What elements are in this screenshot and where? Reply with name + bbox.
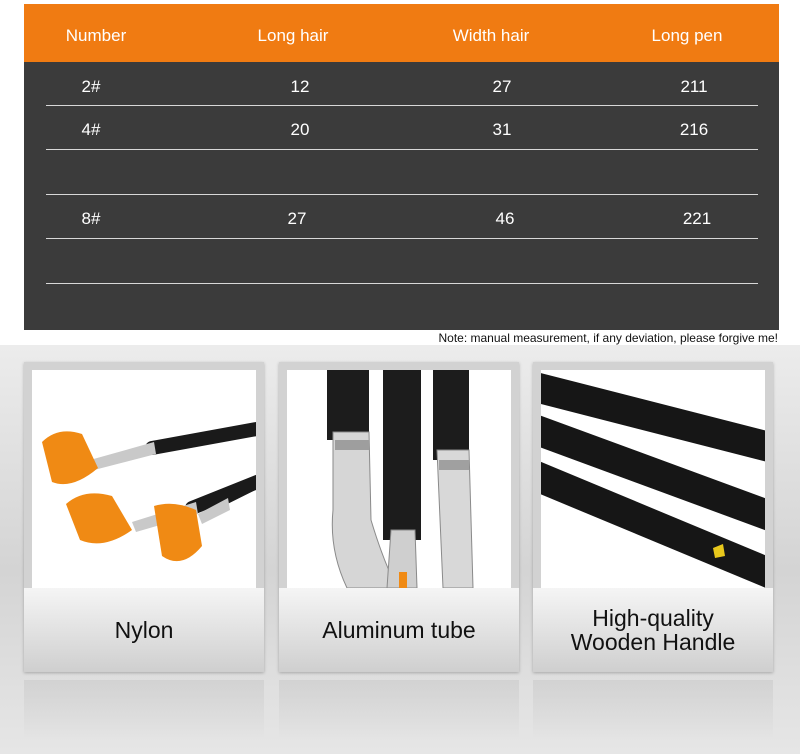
cell-number: 8#: [81, 209, 101, 228]
reflection: [279, 680, 519, 740]
caption-line: High-quality: [592, 605, 714, 631]
header-long-hair: Long hair: [257, 26, 329, 45]
row-divider: [46, 238, 758, 239]
row-divider: [46, 194, 758, 195]
cell-long-hair: 27: [287, 209, 307, 228]
cell-long-pen: 221: [682, 209, 712, 228]
reflection: [533, 680, 773, 740]
cell-width-hair: 31: [492, 120, 512, 139]
feature-caption: [533, 588, 773, 672]
header-width-hair: Width hair: [452, 26, 530, 45]
feature-caption: [24, 588, 264, 672]
header-long-pen: Long pen: [651, 26, 723, 45]
caption-line: Aluminum tube: [322, 617, 476, 643]
row-divider: [46, 105, 758, 106]
aluminum-tube-image: [287, 370, 511, 588]
feature-caption: [279, 588, 519, 672]
reflection: [24, 680, 264, 740]
caption-line: Nylon: [114, 617, 174, 643]
wooden-handle-image: [541, 370, 765, 588]
cell-long-hair: 20: [290, 120, 310, 139]
cell-width-hair: 27: [492, 77, 512, 96]
row-divider: [46, 283, 758, 284]
cell-width-hair: 46: [495, 209, 515, 228]
table-header: [24, 4, 779, 62]
caption-line: Wooden Handle: [570, 629, 736, 655]
cell-number: 4#: [81, 120, 101, 139]
header-number: Number: [65, 26, 127, 45]
measurement-note: Note: manual measurement, if any deviation, please forgive me!: [438, 331, 778, 345]
cell-long-pen: 211: [680, 77, 708, 96]
feature-card-aluminum-tube: [279, 362, 519, 672]
cell-number: 2#: [81, 77, 101, 96]
nylon-brush-image: [32, 370, 256, 588]
cell-long-pen: 216: [679, 120, 709, 139]
cell-long-hair: 12: [290, 77, 310, 96]
size-table: [24, 4, 779, 330]
feature-card-wooden-handle: [533, 362, 773, 672]
feature-card-nylon: [24, 362, 264, 672]
row-divider: [46, 149, 758, 150]
